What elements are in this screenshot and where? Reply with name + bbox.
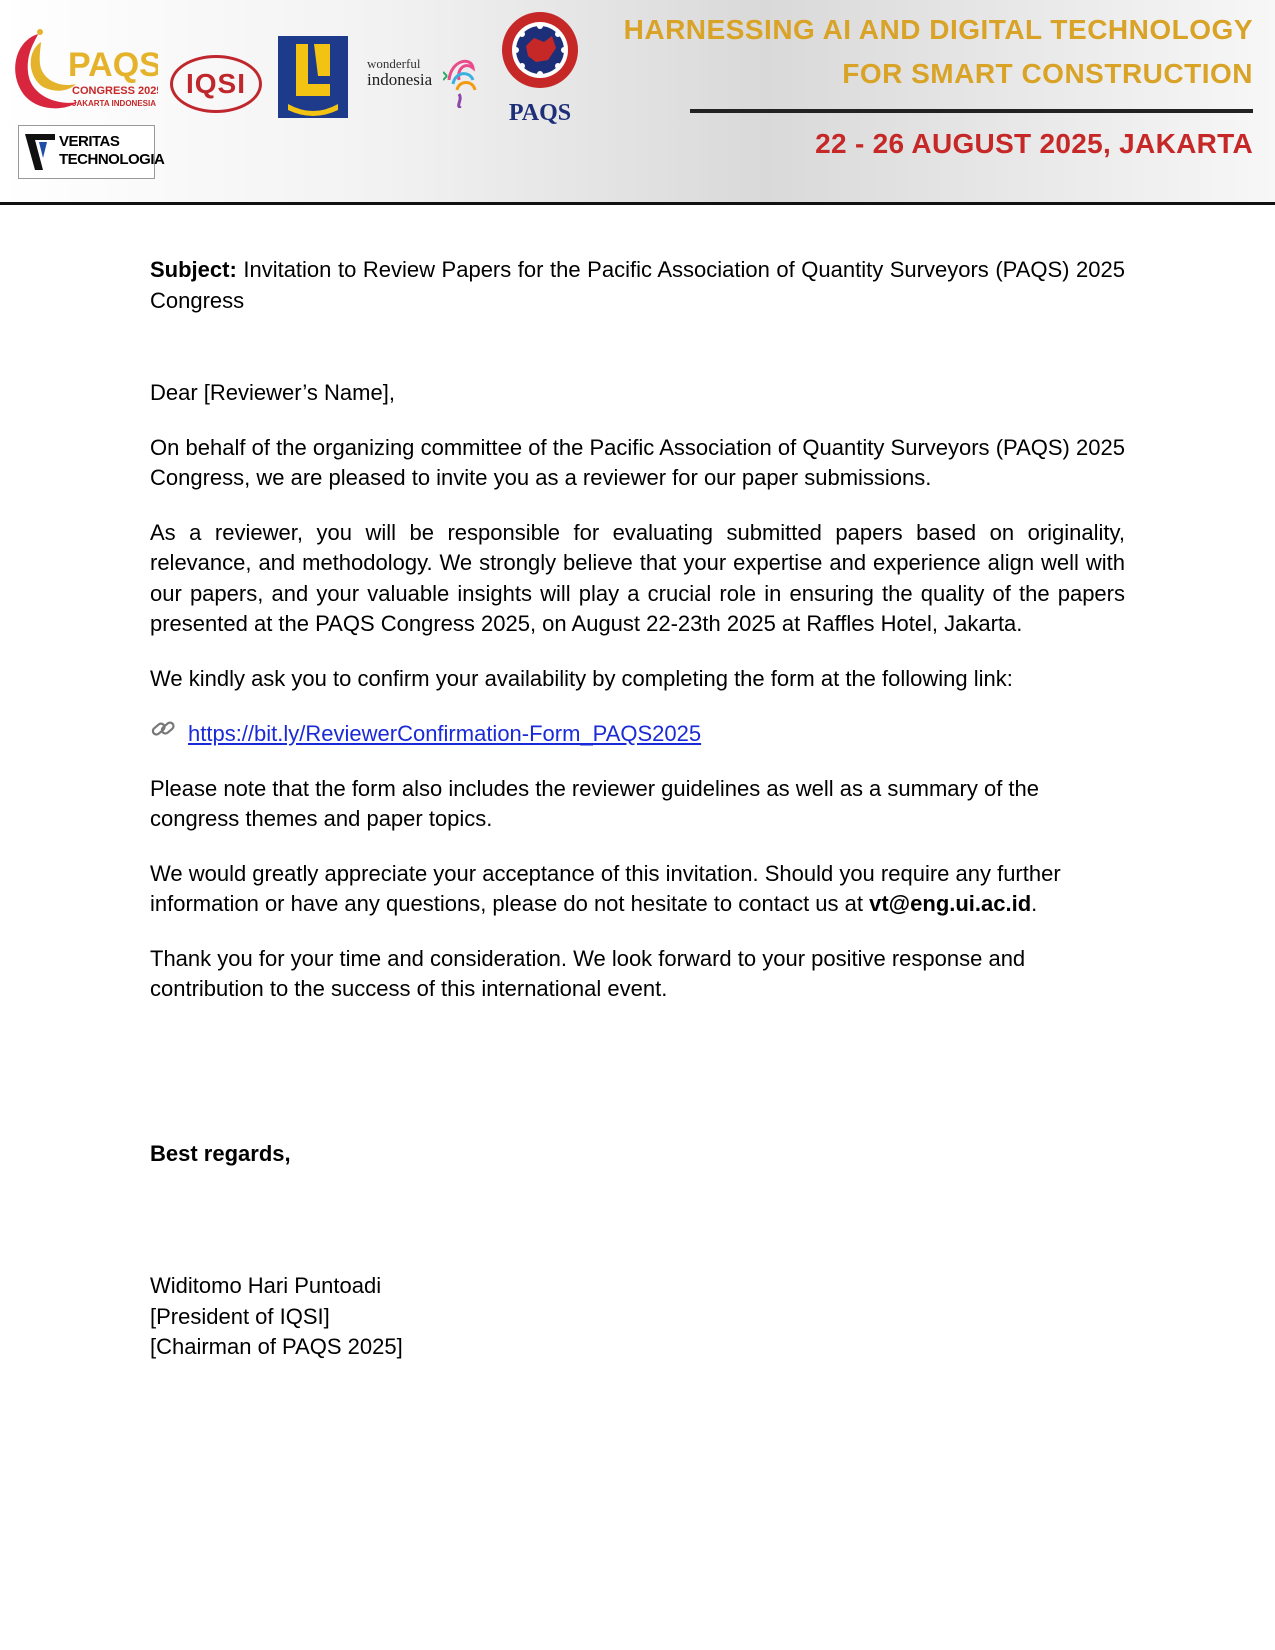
closing: Best regards, — [150, 1140, 291, 1166]
wonderful-indonesia-logo — [365, 50, 477, 110]
reviewer-confirmation-form-link[interactable]: https://bit.ly/ReviewerConfirmation-Form_PAQS2025 — [188, 720, 702, 746]
banner-title-line1: HARNESSING AI AND DIGITAL TECHNOLOGY — [623, 14, 1253, 45]
signatory-title-chairman: [Chairman of PAQS 2025] — [150, 1334, 403, 1359]
iqsi-logo — [170, 55, 262, 113]
salutation: Dear [Reviewer’s Name], — [150, 380, 395, 405]
paqs-seal-logo — [498, 8, 582, 128]
link-icon — [150, 718, 180, 750]
paqs-congress-city: JAKARTA INDONESIA — [72, 99, 157, 108]
paragraph-confirm-request: We kindly ask you to confirm your availability by completing the form at the following link: — [150, 665, 1013, 691]
paqs-wordmark: PAQS — [68, 46, 158, 84]
garuda-icon — [443, 50, 479, 108]
banner-title — [603, 8, 1253, 96]
subject-text: Invitation to Review Papers for the Pacific Association of Quantity Surveyors (PAQS) 2025 Congress — [150, 257, 1125, 313]
veritas-text: VERITAS — [59, 133, 120, 150]
paragraph-invitation: On behalf of the organizing committee of the Pacific Association of Quantity Surveyors (PAQS) 2025 Congress, we are pleased to invite you as a reviewer for our paper submissions. — [150, 434, 1125, 490]
contact-text-end: . — [1031, 891, 1038, 916]
form-link-row — [150, 718, 1125, 750]
banner-date: 22 - 26 AUGUST 2025, JAKARTA — [815, 128, 1253, 159]
iqsi-logo-text: IQSI — [185, 68, 246, 99]
contact-text: We would greatly appreciate your acceptance of this invitation. Should you require any further information or have any questions, please do not hesitate to contact us at — [150, 860, 1061, 916]
subject-label: Subject: — [150, 257, 237, 282]
veritas-mark-icon — [25, 134, 55, 170]
veritas-technologia-logo — [18, 125, 165, 179]
indonesia-text: indonesia — [367, 70, 433, 89]
wonderful-text: wonderful — [367, 56, 421, 71]
paqs-congress-year: CONGRESS 2025 — [72, 85, 158, 97]
signature-block — [150, 1271, 1125, 1363]
paqs-seal-text: PAQS — [508, 100, 572, 126]
contact-email-link[interactable]: vt@eng.ui.ac.id — [869, 891, 1032, 916]
signatory-name: Widitomo Hari Puntoadi — [150, 1273, 382, 1298]
banner-title-line2: FOR SMART CONSTRUCTION — [842, 58, 1253, 89]
letter-body — [150, 255, 1125, 1363]
subject-line — [150, 255, 1125, 316]
banner-divider — [690, 109, 1253, 113]
signatory-title-president: [President of IQSI] — [150, 1303, 330, 1329]
header-banner — [0, 0, 1275, 205]
paragraph-responsibilities: As a reviewer, you will be responsible for evaluating submitted papers based on originality, relevance, and methodology. We strongly believe that your expertise and experience align well with our papers, and your valuable insights will play a crucial role in ensuring the quality of the papers presented at the PAQS Congress 2025, on August 22-23th 2025 at Raffles Hotel, Jakarta. — [150, 519, 1125, 636]
paqs-congress-logo — [8, 22, 158, 114]
pu-ministry-logo — [278, 36, 348, 118]
paragraph-form-note: Please note that the form also includes the reviewer guidelines as well as a summary of the congress themes and paper topics. — [150, 775, 1040, 831]
paragraph-contact — [150, 859, 1125, 920]
paragraph-thanks: Thank you for your time and consideration. We look forward to your positive response and contribution to the success of this international event. — [150, 945, 1026, 1001]
technologia-text: TECHNOLOGIA — [59, 151, 165, 168]
